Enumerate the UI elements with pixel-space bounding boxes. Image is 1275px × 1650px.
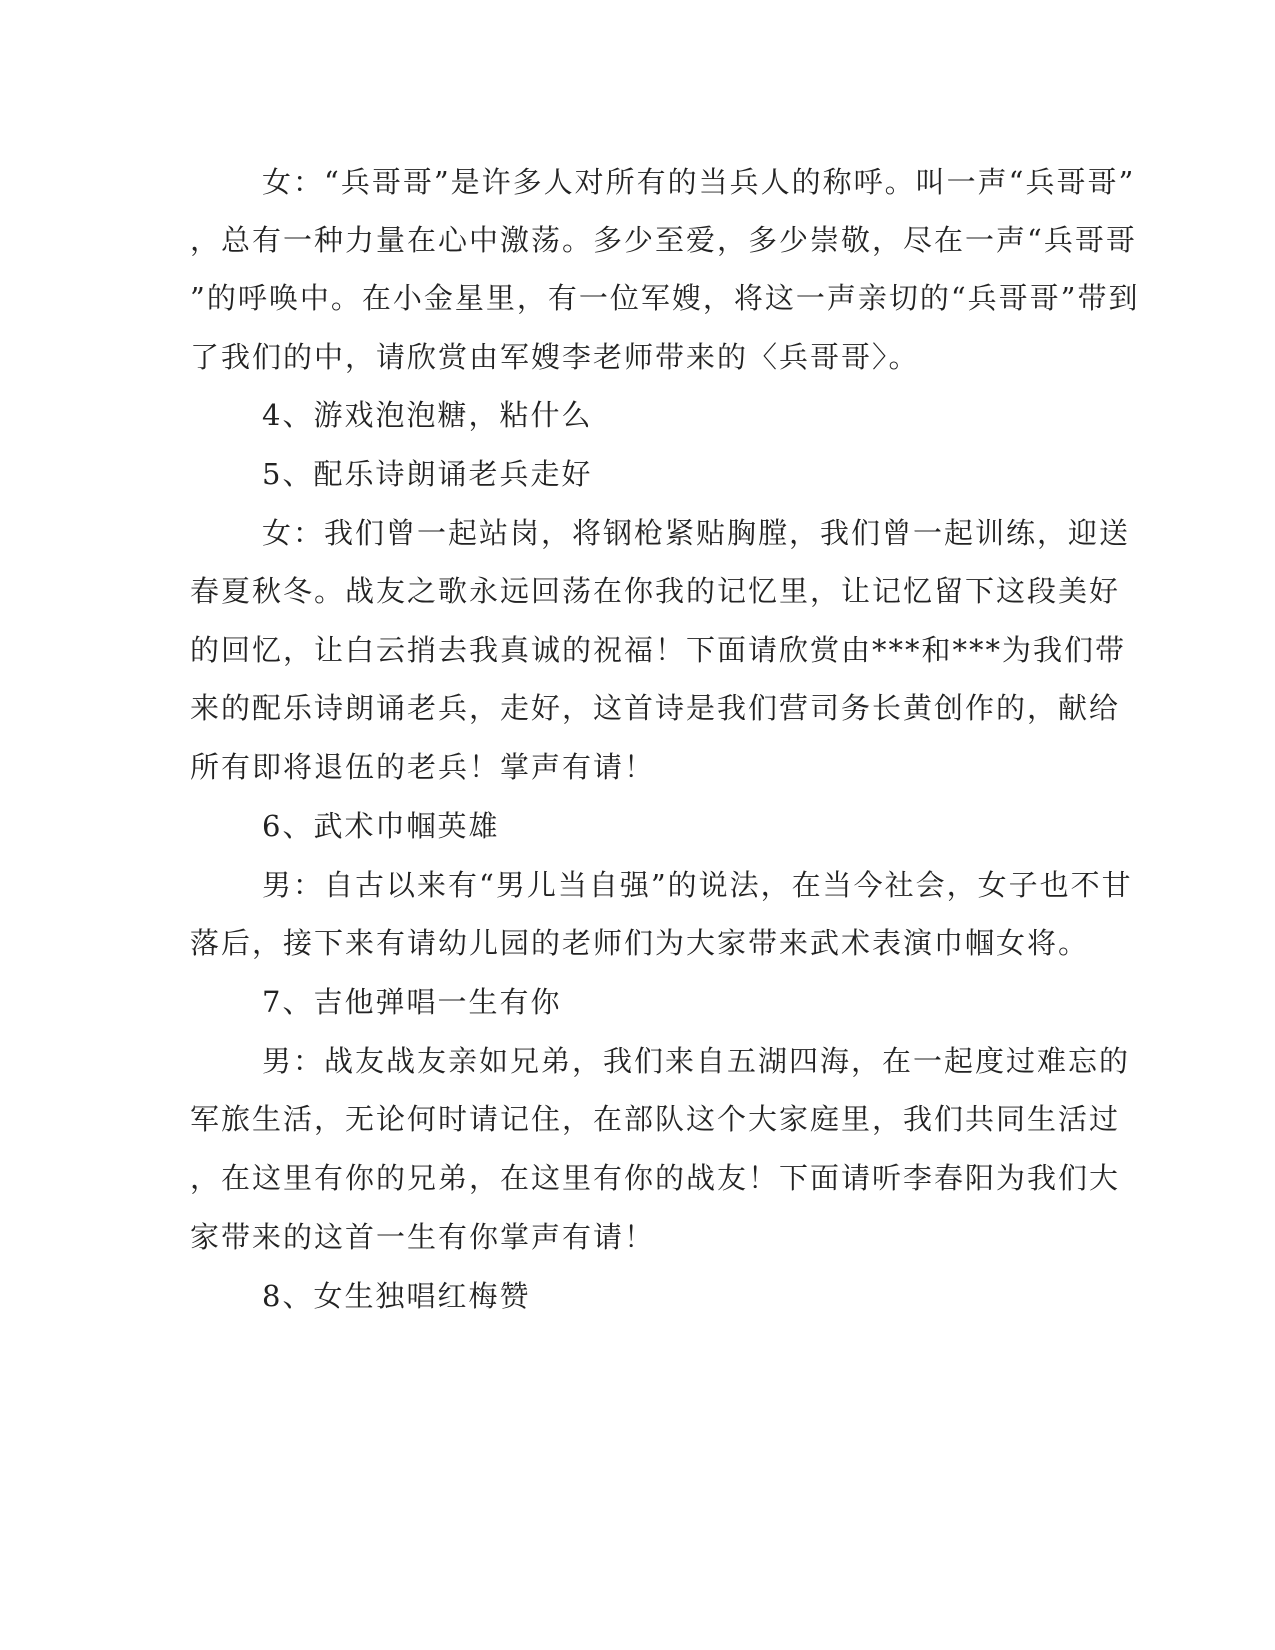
section-heading: 7、吉他弹唱一生有你 (262, 985, 562, 1019)
paragraph-line: 了我们的中，请欣赏由军嫂李老师带来的〈兵哥哥〉。 (190, 340, 920, 374)
paragraph-line: 的回忆，让白云捎去我真诚的祝福！下面请欣赏由***和***为我们带 (190, 633, 1127, 667)
paragraph-line: 男：战友战友亲如兄弟，我们来自五湖四海，在一起度过难忘的 (262, 1044, 1131, 1078)
paragraph-line: ”的呼唤中。在小金星里，有一位军嫂，将这一声亲切的“兵哥哥”带到 (190, 281, 1140, 315)
paragraph-line: 春夏秋冬。战友之歌永远回荡在你我的记忆里，让记忆留下这段美好 (190, 574, 1121, 608)
paragraph-line: ，总有一种力量在心中激荡。多少至爱，多少崇敬，尽在一声“兵哥哥 (190, 223, 1137, 257)
paragraph-line: 男：自古以来有“男儿当自强”的说法，在当今社会，女子也不甘 (262, 868, 1133, 902)
paragraph-line: 女：我们曾一起站岗，将钢枪紧贴胸膛，我们曾一起训练，迎送 (262, 516, 1131, 550)
section-heading: 6、武术巾帼英雄 (262, 809, 500, 843)
section-heading: 4、游戏泡泡糖，粘什么 (262, 398, 593, 432)
section-heading: 8、女生独唱红梅赞 (262, 1279, 531, 1313)
paragraph-line: 军旅生活，无论何时请记住，在部队这个大家庭里，我们共同生活过 (190, 1102, 1121, 1136)
paragraph-line: 女：“兵哥哥”是许多人对所有的当兵人的称呼。叫一声“兵哥哥” (262, 165, 1136, 199)
paragraph-line: 来的配乐诗朗诵老兵，走好，这首诗是我们营司务长黄创作的，献给 (190, 691, 1121, 725)
paragraph-line: 落后，接下来有请幼儿园的老师们为大家带来武术表演巾帼女将。 (190, 926, 1090, 960)
paragraph-line: 所有即将退伍的老兵！掌声有请！ (190, 750, 656, 784)
section-heading: 5、配乐诗朗诵老兵走好 (262, 457, 593, 491)
paragraph-line: 家带来的这首一生有你掌声有请！ (190, 1220, 656, 1254)
paragraph-line: ，在这里有你的兄弟，在这里有你的战友！下面请听李春阳为我们大 (190, 1161, 1121, 1195)
